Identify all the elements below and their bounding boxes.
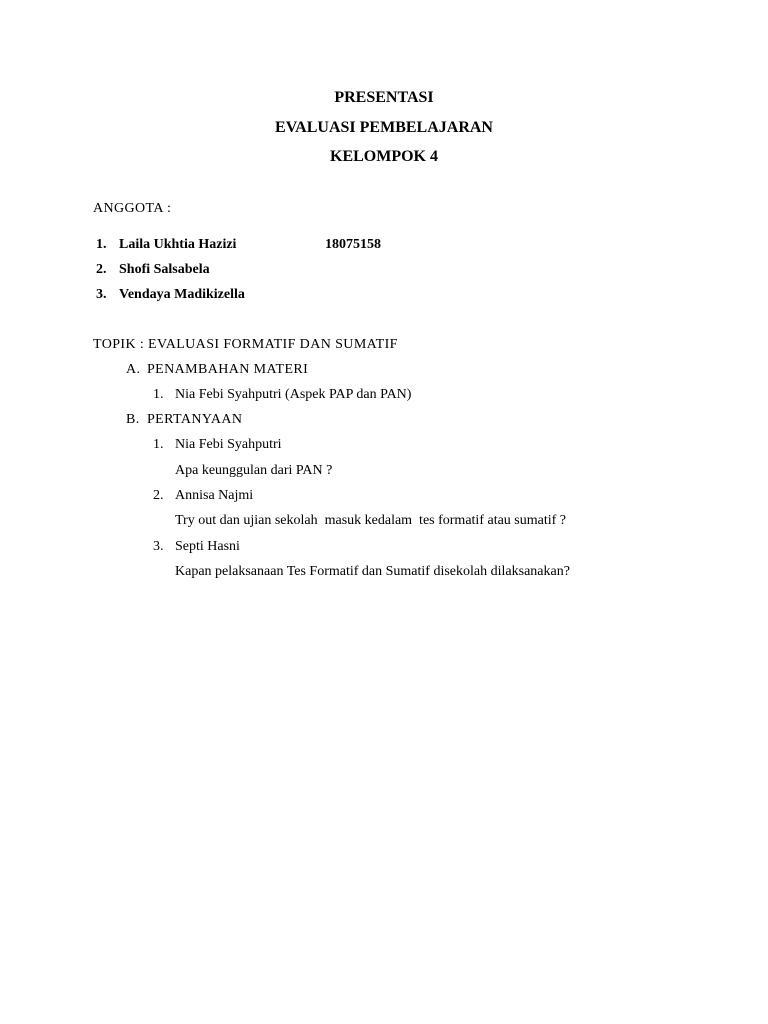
section-letter: B. — [126, 412, 140, 427]
doc-title-course: EVALUASI PEMBELAJARAN — [275, 119, 493, 136]
list-item-text: Septi Hasni — [175, 539, 240, 554]
members-label: ANGGOTA : — [93, 201, 172, 216]
question-text: Apa keunggulan dari PAN ? — [175, 463, 333, 478]
list-item-number: 2. — [153, 488, 164, 503]
member-number: 3. — [96, 287, 107, 302]
list-item-text: Nia Febi Syahputri — [175, 437, 282, 452]
list-item-text: Nia Febi Syahputri (Aspek PAP dan PAN) — [175, 387, 412, 402]
list-item-number: 1. — [153, 437, 164, 452]
section-letter: A. — [126, 362, 141, 377]
member-name: Vendaya Madikizella — [119, 287, 245, 302]
doc-title-group: KELOMPOK 4 — [330, 148, 438, 165]
doc-title-presentasi: PRESENTASI — [334, 89, 434, 106]
section-title-pertanyaan: PERTANYAAN — [147, 412, 243, 427]
member-id: 18075158 — [325, 237, 381, 252]
list-item-number: 1. — [153, 387, 164, 402]
list-item-number: 3. — [153, 539, 164, 554]
topic-heading: TOPIK : EVALUASI FORMATIF DAN SUMATIF — [93, 337, 398, 352]
list-item-text: Annisa Najmi — [175, 488, 254, 503]
section-title-materi: PENAMBAHAN MATERI — [147, 362, 309, 377]
member-number: 1. — [96, 237, 107, 252]
member-number: 2. — [96, 262, 107, 277]
question-text: Try out dan ujian sekolah masuk kedalam tes formatif atau sumatif ? — [175, 513, 567, 528]
question-text: Kapan pelaksanaan Tes Formatif dan Sumatif disekolah dilaksanakan? — [175, 564, 570, 579]
member-name: Laila Ukhtia Hazizi — [119, 237, 237, 252]
member-name: Shofi Salsabela — [119, 262, 210, 277]
